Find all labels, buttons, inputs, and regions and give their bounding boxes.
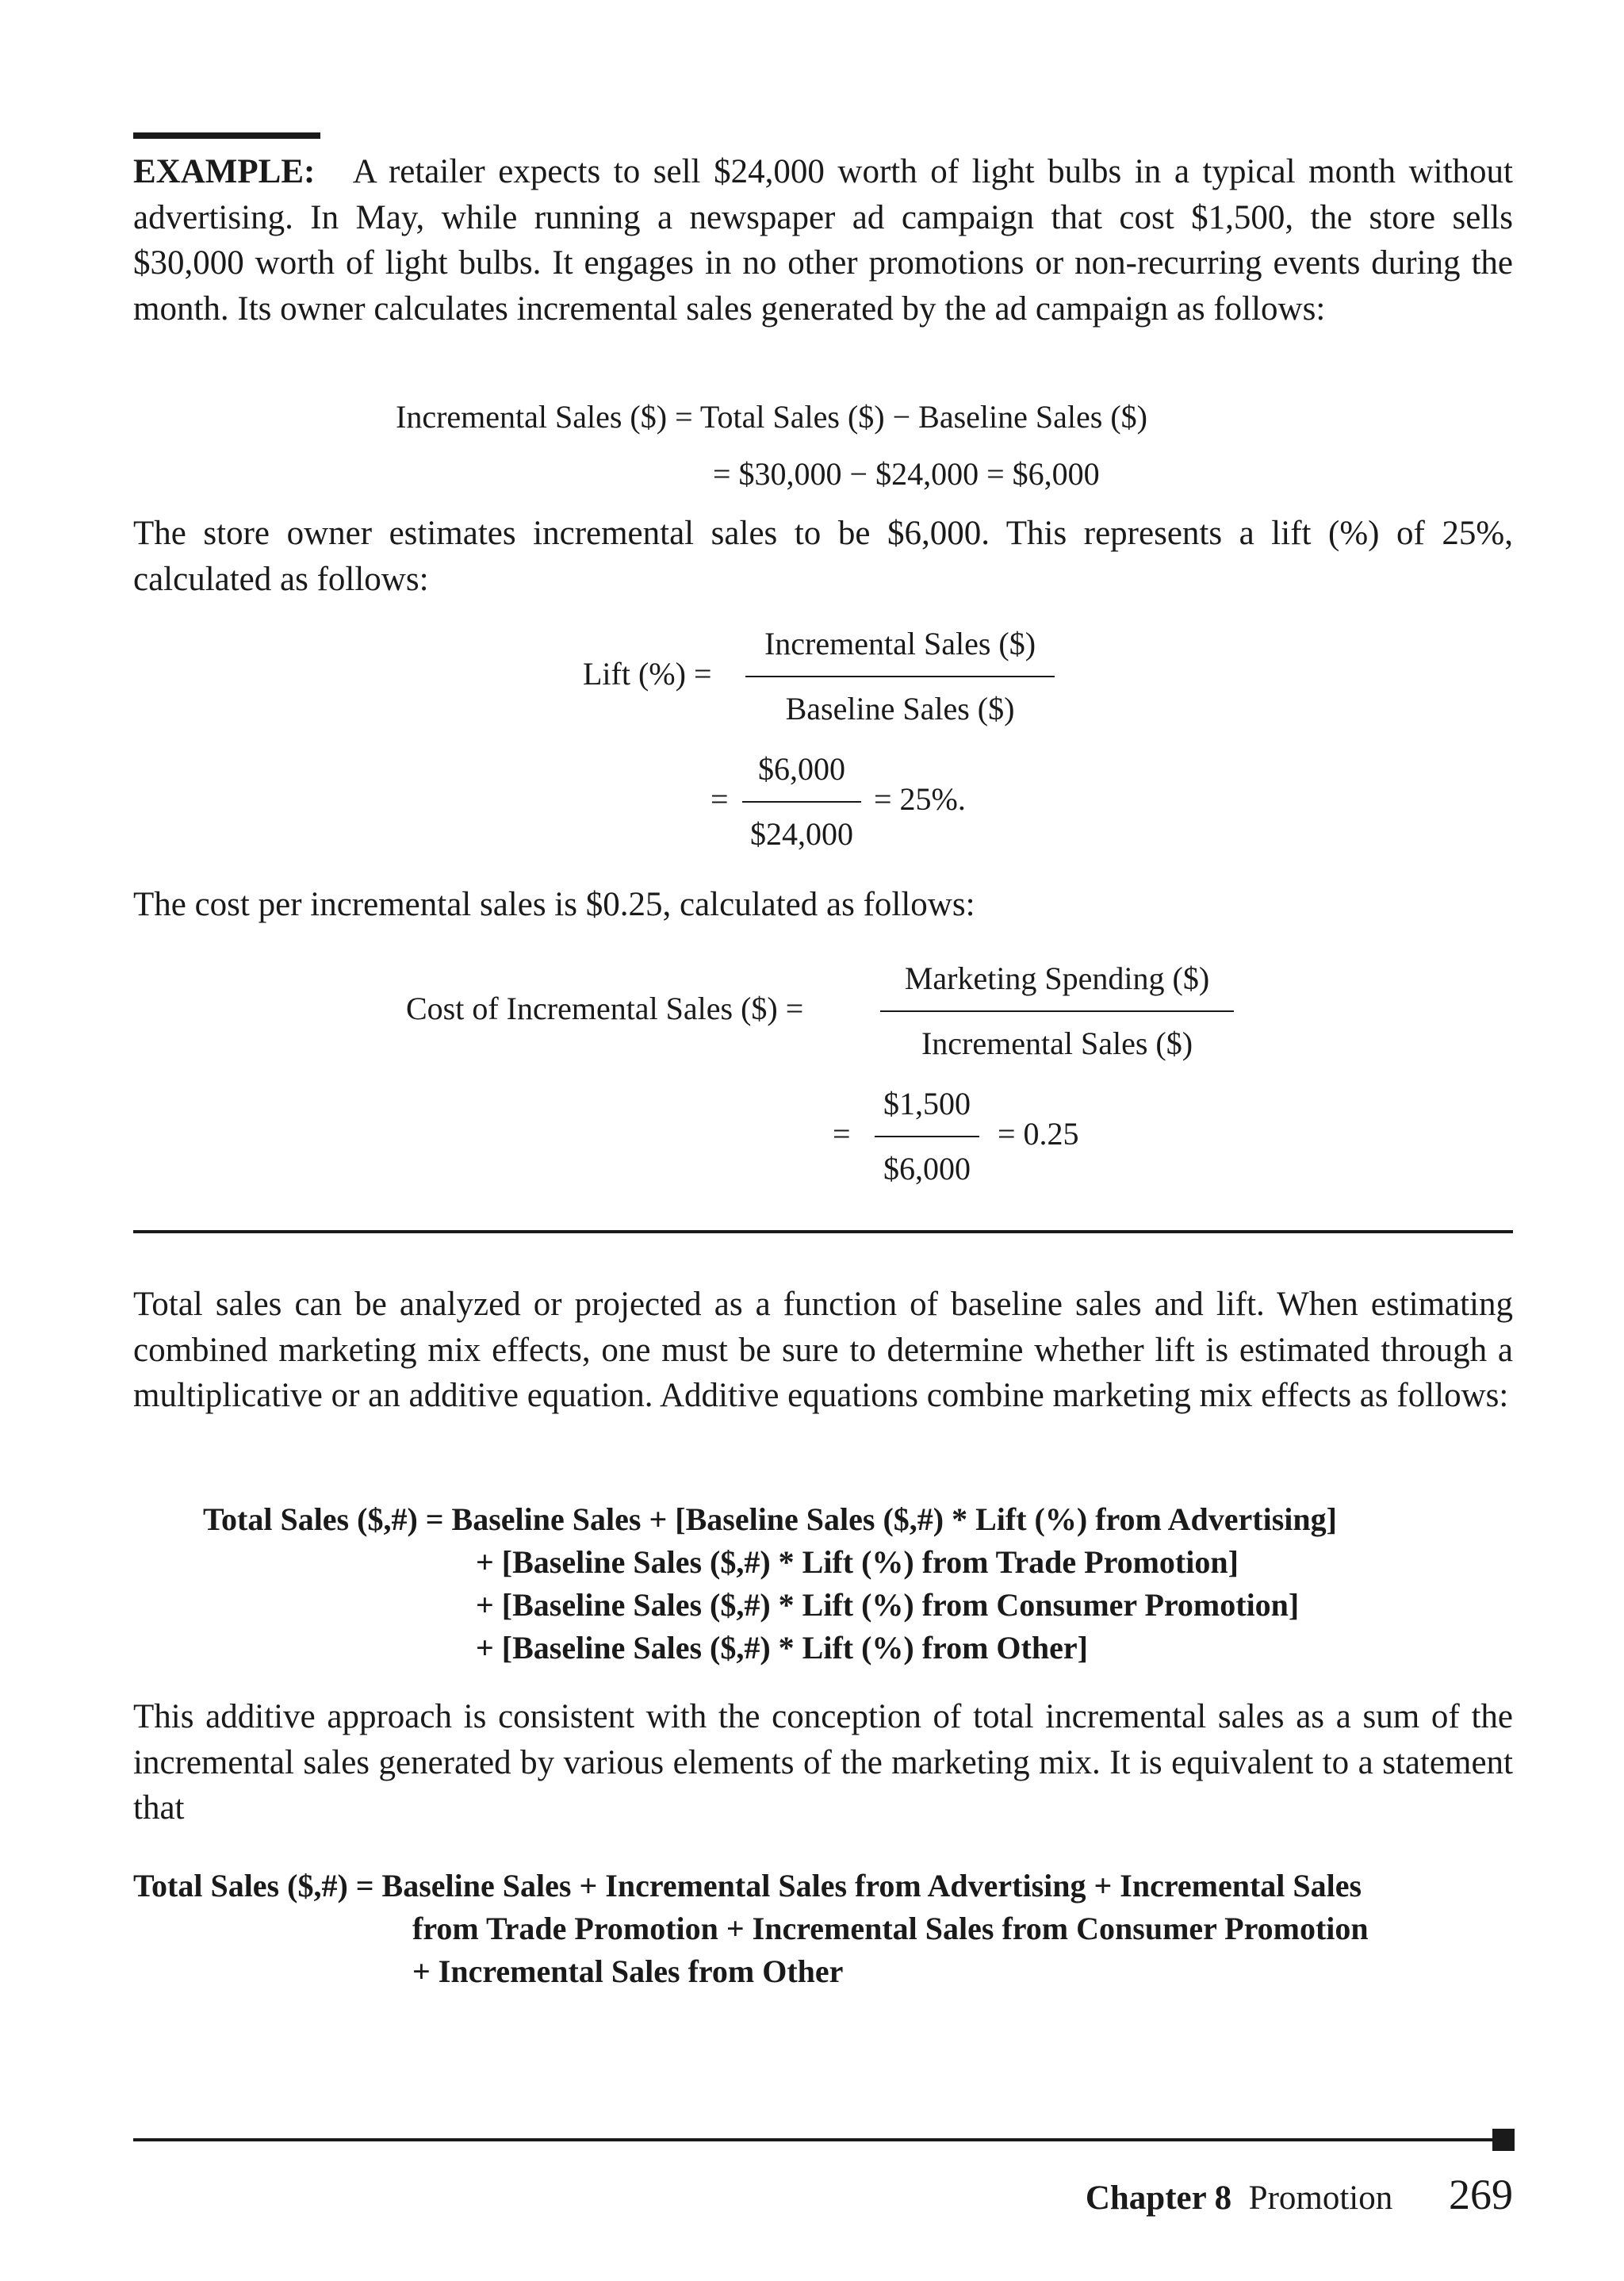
page-number: 269: [1449, 2171, 1513, 2218]
cost-value-fraction: [875, 1083, 979, 1190]
example-paragraph: [133, 149, 1513, 332]
lift-label: Lift (%) =: [583, 656, 712, 692]
additive-equation-line-2: + [Baseline Sales ($,#) * Lift (%) from Trade Promotion]: [476, 1544, 1239, 1580]
footer-chapter: Chapter 8: [1085, 2179, 1232, 2217]
cost-intro-paragraph: The cost per incremental sales is $0.25, calculated as follows:: [133, 886, 975, 923]
cost-label: Cost of Incremental Sales ($) =: [406, 991, 804, 1026]
additive-equation-line-1: Total Sales ($,#) = Baseline Sales + [Baseline Sales ($,#) * Lift (%) from Advertising]: [203, 1501, 1337, 1537]
lift-result: = 25%.: [874, 781, 966, 817]
additive-approach-paragraph: This additive approach is consistent with the conception of total incremental sales as a sum of the incremental sales generated by various elements of the marketing mix. It is equivalent to a statement that: [133, 1698, 1513, 1827]
example-top-rule: [133, 132, 320, 139]
cost-value-numerator: $1,500: [883, 1086, 971, 1121]
example-label: EXAMPLE:: [133, 153, 316, 190]
lift-value-numerator: $6,000: [758, 751, 845, 787]
cost-formula-fraction: [880, 958, 1234, 1064]
incremental-sales-result: = $30,000 − $24,000 = $6,000: [713, 456, 1100, 492]
incremental-sales-equation: Incremental Sales ($) = Total Sales ($) − Baseline Sales ($): [396, 399, 1147, 435]
lift-denominator: Baseline Sales ($): [785, 691, 1015, 726]
additive-equation-line-3: + [Baseline Sales ($,#) * Lift (%) from Consumer Promotion]: [476, 1587, 1300, 1623]
lift-value-denominator: $24,000: [750, 816, 853, 852]
lift-equals-sign: =: [710, 781, 729, 817]
footer-rule: [133, 2138, 1497, 2141]
cost-equals-sign: =: [833, 1116, 851, 1152]
lift-numerator: Incremental Sales ($): [764, 626, 1036, 661]
cost-numerator: Marketing Spending ($): [904, 960, 1210, 996]
combined-effects-paragraph: Total sales can be analyzed or projected as a function of baseline sales and lift. When estimating combined marketing mix effects, one must be sure to determine whether lift is estimated through a multiplicative or an additive equation. Additive equations combine marketing mix effects as follows:: [133, 1286, 1513, 1414]
cost-denominator: Incremental Sales ($): [921, 1025, 1193, 1061]
footer-title: Promotion: [1248, 2179, 1393, 2217]
sum-equation-line-1: Total Sales ($,#) = Baseline Sales + Incremental Sales from Advertising + Incremental Sales: [133, 1868, 1362, 1903]
lift-formula-fraction: [745, 623, 1055, 730]
page-footer: [1086, 2170, 1513, 2219]
example-text: A retailer expects to sell $24,000 worth of light bulbs in a typical month without advertising. In May, while running a newspaper ad campaign that cost $1,500, the store sells $30,000 worth of light bulbs. It engages in no other promotions or non-recurring events during the month. Its owner calculates incremental sales generated by the ad campaign as follows:: [133, 153, 1513, 328]
sum-equation-line-3: + Incremental Sales from Other: [412, 1953, 844, 1989]
page: [133, 0, 1513, 2281]
cost-value-denominator: $6,000: [883, 1151, 971, 1187]
lift-intro-paragraph: The store owner estimates incremental sales to be $6,000. This represents a lift (%) of 25%, calculated as follows:: [133, 515, 1513, 598]
example-bottom-rule: [133, 1230, 1513, 1233]
additive-equation-line-4: + [Baseline Sales ($,#) * Lift (%) from Other]: [476, 1630, 1088, 1666]
cost-result: = 0.25: [998, 1116, 1079, 1152]
footer-end-square: [1492, 2129, 1515, 2151]
sum-equation-line-2: from Trade Promotion + Incremental Sales from Consumer Promotion: [412, 1911, 1369, 1946]
lift-value-fraction: [742, 749, 861, 855]
